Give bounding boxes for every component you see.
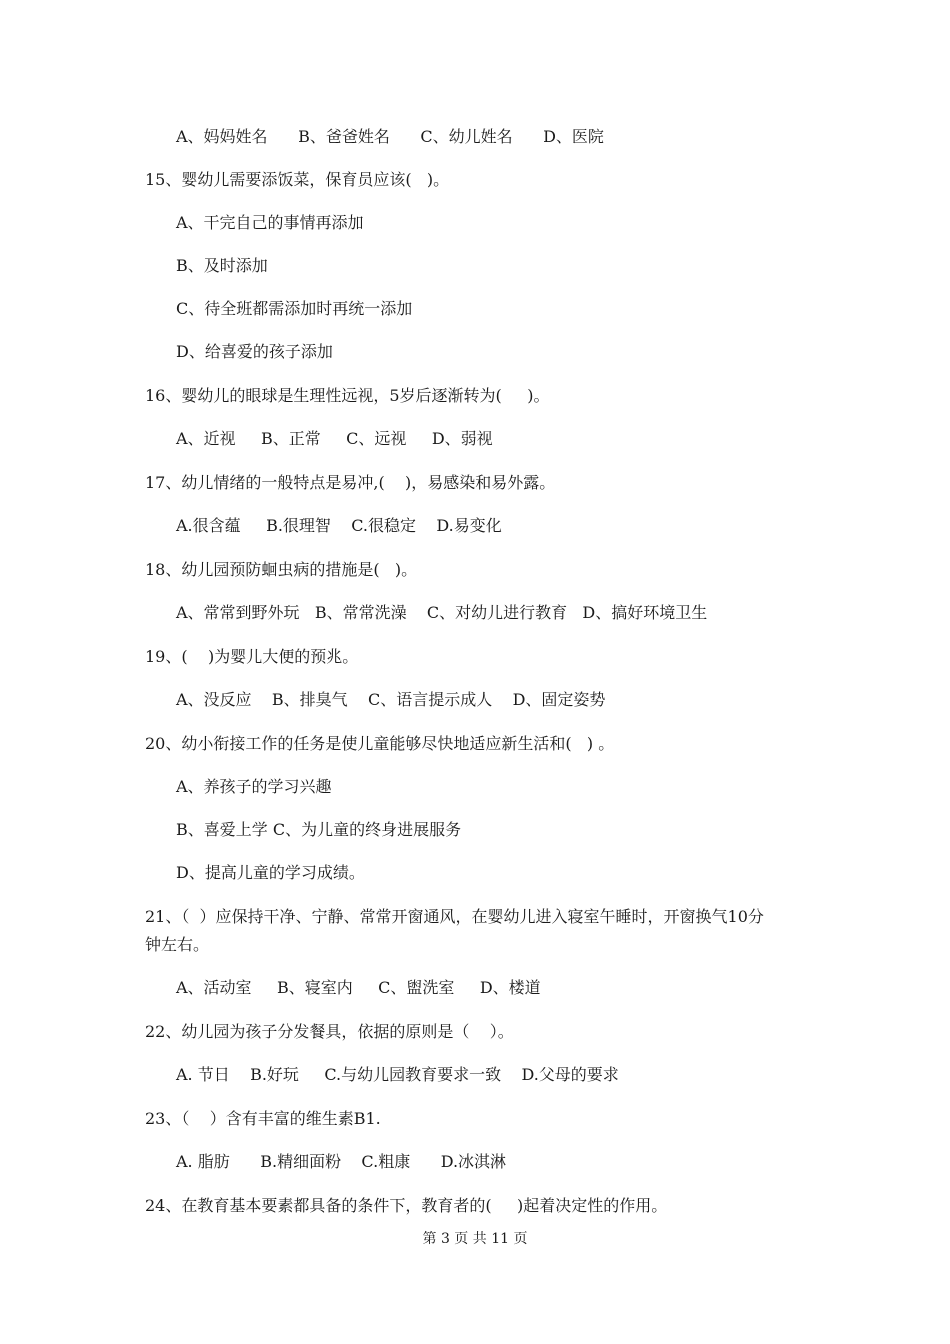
q15-option-b: B、及时添加	[176, 256, 268, 275]
q19-options: A、没反应 B、排臭气 C、语言提示成人 D、固定姿势	[176, 690, 606, 709]
q21-options: A、活动室 B、寝室内 C、盥洗室 D、楼道	[176, 978, 541, 997]
question-15: 15、婴幼儿需要添饭菜，保育员应该( )。	[145, 170, 450, 189]
q18-options: A、常常到野外玩 B、常常洗澡 C、对幼儿进行教育 D、搞好环境卫生	[176, 603, 708, 622]
page-footer: 第 3 页 共 11 页	[422, 1231, 528, 1247]
question-24: 24、在教育基本要素都具备的条件下，教育者的( )起着决定性的作用。	[145, 1196, 668, 1215]
question-21: 21、（ ）应保持干净、宁静、常常开窗通风，在婴幼儿进入寝室午睡时，开窗换气10分	[145, 907, 764, 926]
q22-options: A. 节日 B.好玩 C.与幼儿园教育要求一致 D.父母的要求	[176, 1065, 619, 1084]
question-22: 22、幼儿园为孩子分发餐具，依据的原则是（ ）。	[145, 1022, 514, 1041]
question-17: 17、幼儿情绪的一般特点是易冲,( )，易感染和易外露。	[145, 473, 556, 492]
q15-option-c: C、待全班都需添加时再统一添加	[176, 299, 413, 318]
q20-option-bc: B、喜爱上学 C、为儿童的终身进展服务	[176, 820, 462, 839]
question-21-cont: 钟左右。	[145, 935, 210, 954]
q20-option-a: A、养孩子的学习兴趣	[176, 777, 332, 796]
q16-options: A、近视 B、正常 C、远视 D、弱视	[176, 429, 493, 448]
question-23: 23、（ ）含有丰富的维生素B1.	[145, 1109, 381, 1128]
q17-options: A.很含蕴 B.很理智 C.很稳定 D.易变化	[176, 516, 502, 535]
question-18: 18、幼儿园预防蛔虫病的措施是( )。	[145, 560, 418, 579]
question-20: 20、幼小衔接工作的任务是使儿童能够尽快地适应新生活和( ) 。	[145, 734, 615, 753]
q20-option-d: D、提高儿童的学习成绩。	[176, 863, 365, 882]
question-16: 16、婴幼儿的眼球是生理性远视，5岁后逐渐转为( )。	[145, 386, 550, 405]
q15-option-d: D、给喜爱的孩子添加	[176, 342, 333, 361]
q23-options: A. 脂肪 B.精细面粉 C.粗康 D.冰淇淋	[176, 1152, 507, 1171]
q15-option-a: A、干完自己的事情再添加	[176, 213, 364, 232]
q14-options: A、妈妈姓名 B、爸爸姓名 C、幼儿姓名 D、医院	[176, 127, 604, 146]
question-19: 19、( )为婴儿大便的预兆。	[145, 647, 359, 666]
